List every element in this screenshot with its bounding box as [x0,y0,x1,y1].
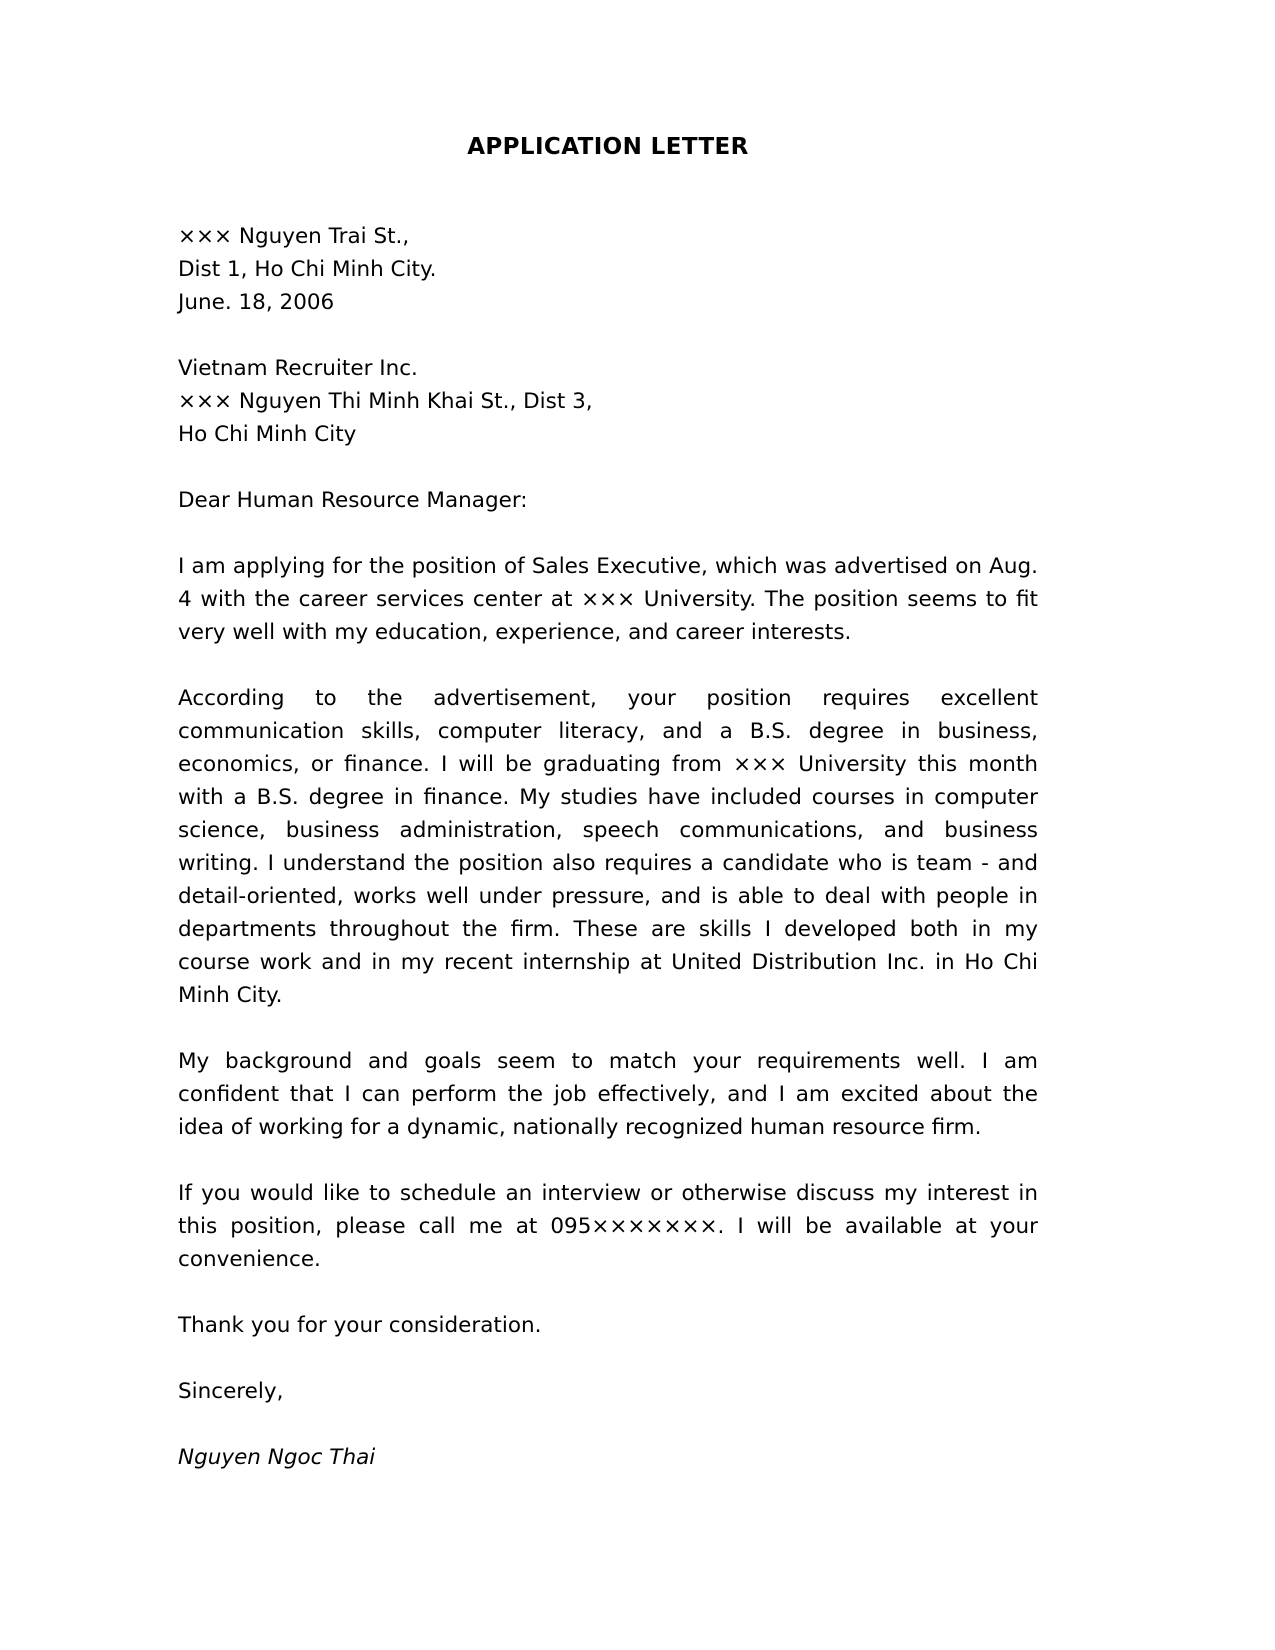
title-spacer [178,162,1038,220]
spacer [178,517,1038,550]
recipient-address-line: Ho Chi Minh City [178,422,357,447]
body-paragraph-3: My background and goals seem to match your requirements well. I am confident that I can perform the job effectively, and I am excited about the idea of working for a dynamic, nationally recognized human resource firm. [178,1049,1038,1140]
spacer [178,649,1038,682]
spacer [178,1144,1038,1177]
spacer [178,1408,1038,1441]
closing-line: Sincerely, [178,1379,284,1404]
spacer [178,451,1038,484]
letter-body [178,132,1038,1474]
recipient-address-line: Vietnam Recruiter Inc. [178,356,418,381]
recipient-address-line: ××× Nguyen Thi Minh Khai St., Dist 3, [178,389,593,414]
sender-address-line: ××× Nguyen Trai St., [178,224,410,249]
sender-address-line: Dist 1, Ho Chi Minh City. [178,257,437,282]
body-paragraph-2: According to the advertisement, your position requires excellent communication skills, computer literacy, and a B.S. degree in business, economics, or finance. I will be graduating from ××× University this month with a B.S. degree in finance. My studies have included courses in computer science, business administration, speech communications, and business writing. I understand the position also requires a candidate who is team - and detail-oriented, works well under pressure, and is able to deal with people in departments throughout the firm. These are skills I developed both in my course work and in my recent internship at United Distribution Inc. in Ho Chi Minh City. [178,686,1038,1008]
page-title: APPLICATION LETTER [467,134,749,160]
spacer [178,319,1038,352]
recipient-address [178,352,1038,451]
thank-you-line: Thank you for your consideration. [178,1313,542,1338]
body-paragraph-4: If you would like to schedule an interview or otherwise discuss my interest in this position, please call me at 095×××××××. I will be available at your convenience. [178,1181,1038,1272]
spacer [178,1276,1038,1309]
body-paragraph-1: I am applying for the position of Sales Executive, which was advertised on Aug. 4 with the career services center at ××× University. The position seems to fit very well with my education, experience, and career interests. [178,554,1038,645]
salutation: Dear Human Resource Manager: [178,488,528,513]
spacer [178,1342,1038,1375]
spacer [178,1012,1038,1045]
signature-name: Nguyen Ngoc Thai [178,1445,376,1470]
sender-address [178,220,1038,319]
sender-address-line: June. 18, 2006 [178,290,335,315]
